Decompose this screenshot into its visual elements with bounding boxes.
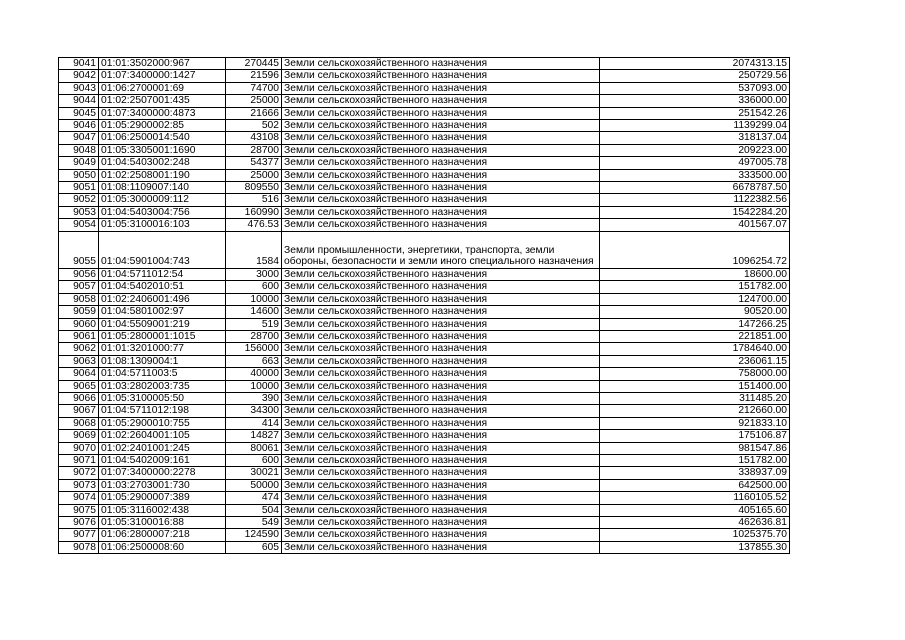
land-category: Земли сельскохозяйственного назначения (282, 417, 600, 429)
cadastral-value: 137855.30 (600, 541, 790, 553)
cadastral-value: 209223.00 (600, 144, 790, 156)
table-row (59, 417, 790, 429)
row-number: 9069 (59, 430, 99, 442)
table-row (59, 182, 790, 194)
land-category: Земли сельскохозяйственного назначения (282, 492, 600, 504)
table-row (59, 368, 790, 380)
row-number: 9056 (59, 268, 99, 280)
plot-area: 28700 (226, 144, 282, 156)
plot-area: 43108 (226, 132, 282, 144)
row-number: 9063 (59, 355, 99, 367)
cadastral-value: 151782.00 (600, 281, 790, 293)
land-category: Земли сельскохозяйственного назначения (282, 454, 600, 466)
land-category: Земли сельскохозяйственного назначения (282, 281, 600, 293)
cadastral-value: 537093.00 (600, 82, 790, 94)
plot-area: 160990 (226, 206, 282, 218)
plot-area: 474 (226, 492, 282, 504)
cadastral-value: 175106.87 (600, 430, 790, 442)
cadastral-number: 01:04:5711012:54 (99, 268, 226, 280)
table-row (59, 194, 790, 206)
table-row (59, 219, 790, 231)
cadastral-value: 921833.10 (600, 417, 790, 429)
land-category: Земли сельскохозяйственного назначения (282, 442, 600, 454)
cadastral-value: 1784640.00 (600, 343, 790, 355)
cadastral-number: 01:05:2900007:389 (99, 492, 226, 504)
land-category: Земли сельскохозяйственного назначения (282, 70, 600, 82)
cadastral-number: 01:08:1309004:1 (99, 355, 226, 367)
plot-area: 516 (226, 194, 282, 206)
cadastral-value: 250729.56 (600, 70, 790, 82)
land-category: Земли сельскохозяйственного назначения (282, 392, 600, 404)
cadastral-number: 01:05:3305001:1690 (99, 144, 226, 156)
table-row (59, 132, 790, 144)
plot-area: 54377 (226, 157, 282, 169)
cadastral-value: 236061.15 (600, 355, 790, 367)
cadastral-value: 462636.81 (600, 517, 790, 529)
cadastral-number: 01:04:5403002:248 (99, 157, 226, 169)
cadastral-value: 1122382.56 (600, 194, 790, 206)
row-number: 9077 (59, 529, 99, 541)
land-category: Земли сельскохозяйственного назначения (282, 182, 600, 194)
cadastral-number: 01:02:2401001:245 (99, 442, 226, 454)
table-row (59, 330, 790, 342)
row-number: 9071 (59, 454, 99, 466)
land-category: Земли сельскохозяйственного назначения (282, 120, 600, 132)
row-number: 9048 (59, 144, 99, 156)
table-row (59, 82, 790, 94)
cadastral-number: 01:04:5711003:5 (99, 368, 226, 380)
cadastral-number: 01:04:5402010:51 (99, 281, 226, 293)
table-row (59, 281, 790, 293)
land-category: Земли сельскохозяйственного назначения (282, 194, 600, 206)
cadastral-value: 401567.07 (600, 219, 790, 231)
land-category: Земли сельскохозяйственного назначения (282, 517, 600, 529)
cadastral-value: 497005.78 (600, 157, 790, 169)
plot-area: 40000 (226, 368, 282, 380)
cadastral-number: 01:05:2900010:755 (99, 417, 226, 429)
row-number: 9052 (59, 194, 99, 206)
table-row (59, 405, 790, 417)
plot-area: 25000 (226, 169, 282, 181)
land-category: Земли сельскохозяйственного назначения (282, 58, 600, 70)
plot-area: 270445 (226, 58, 282, 70)
cadastral-number: 01:06:2700001:69 (99, 82, 226, 94)
cadastral-value: 212660.00 (600, 405, 790, 417)
row-number: 9067 (59, 405, 99, 417)
cadastral-value: 311485.20 (600, 392, 790, 404)
table-row (59, 120, 790, 132)
cadastral-value: 1160105.52 (600, 492, 790, 504)
cadastral-number: 01:01:3502000:967 (99, 58, 226, 70)
land-category: Земли сельскохозяйственного назначения (282, 144, 600, 156)
plot-area: 10000 (226, 380, 282, 392)
cadastral-number: 01:04:5403004:756 (99, 206, 226, 218)
cadastral-value: 333500.00 (600, 169, 790, 181)
land-category: Земли промышленности, энергетики, транспорта, земли обороны, безопасности и земли иного специального назначения (282, 231, 600, 268)
cadastral-value: 2074313.15 (600, 58, 790, 70)
row-number: 9042 (59, 70, 99, 82)
plot-area: 10000 (226, 293, 282, 305)
cadastral-value: 405165.60 (600, 504, 790, 516)
cadastral-value: 336000.00 (600, 95, 790, 107)
land-category: Земли сельскохозяйственного назначения (282, 479, 600, 491)
table-row (59, 306, 790, 318)
cadastral-value: 1542284.20 (600, 206, 790, 218)
table-row (59, 95, 790, 107)
row-number: 9053 (59, 206, 99, 218)
land-category: Земли сельскохозяйственного назначения (282, 293, 600, 305)
table-row (59, 392, 790, 404)
plot-area: 809550 (226, 182, 282, 194)
table-row (59, 467, 790, 479)
row-number: 9051 (59, 182, 99, 194)
row-number: 9064 (59, 368, 99, 380)
plot-area: 600 (226, 281, 282, 293)
row-number: 9070 (59, 442, 99, 454)
cadastral-value: 642500.00 (600, 479, 790, 491)
row-number: 9046 (59, 120, 99, 132)
plot-area: 476.53 (226, 219, 282, 231)
cadastral-number: 01:04:5901004:743 (99, 231, 226, 268)
land-category: Земли сельскохозяйственного назначения (282, 206, 600, 218)
cadastral-value: 981547.86 (600, 442, 790, 454)
plot-area: 600 (226, 454, 282, 466)
plot-area: 80061 (226, 442, 282, 454)
land-category: Земли сельскохозяйственного назначения (282, 306, 600, 318)
cadastral-number: 01:05:3100016:88 (99, 517, 226, 529)
cadastral-value: 1025375.70 (600, 529, 790, 541)
plot-area: 14827 (226, 430, 282, 442)
cadastral-number: 01:03:2802003:735 (99, 380, 226, 392)
row-number: 9065 (59, 380, 99, 392)
table-row (59, 529, 790, 541)
cadastral-value: 151400.00 (600, 380, 790, 392)
plot-area: 1584 (226, 231, 282, 268)
cadastral-number: 01:04:5402009:161 (99, 454, 226, 466)
cadastral-number: 01:08:1109007:140 (99, 182, 226, 194)
cadastral-number: 01:06:2500008:60 (99, 541, 226, 553)
table-row (59, 70, 790, 82)
cadastral-number: 01:05:3100005:50 (99, 392, 226, 404)
table-row (59, 293, 790, 305)
table-row (59, 343, 790, 355)
row-number: 9058 (59, 293, 99, 305)
cadastral-number: 01:06:2800007:218 (99, 529, 226, 541)
plot-area: 156000 (226, 343, 282, 355)
row-number: 9060 (59, 318, 99, 330)
plot-area: 414 (226, 417, 282, 429)
table-row (59, 206, 790, 218)
land-category: Земли сельскохозяйственного назначения (282, 169, 600, 181)
land-category: Земли сельскохозяйственного назначения (282, 219, 600, 231)
row-number: 9062 (59, 343, 99, 355)
plot-area: 390 (226, 392, 282, 404)
row-number: 9057 (59, 281, 99, 293)
plot-area: 663 (226, 355, 282, 367)
table-row (59, 231, 790, 268)
row-number: 9074 (59, 492, 99, 504)
cadastral-number: 01:02:2508001:190 (99, 169, 226, 181)
land-category: Земли сельскохозяйственного назначения (282, 82, 600, 94)
table-row (59, 504, 790, 516)
row-number: 9078 (59, 541, 99, 553)
row-number: 9076 (59, 517, 99, 529)
plot-area: 605 (226, 541, 282, 553)
plot-area: 502 (226, 120, 282, 132)
land-category: Земли сельскохозяйственного назначения (282, 430, 600, 442)
land-category: Земли сельскохозяйственного назначения (282, 95, 600, 107)
row-number: 9043 (59, 82, 99, 94)
row-number: 9049 (59, 157, 99, 169)
plot-area: 14600 (226, 306, 282, 318)
table-row (59, 268, 790, 280)
land-category: Земли сельскохозяйственного назначения (282, 132, 600, 144)
table-row (59, 380, 790, 392)
plot-area: 28700 (226, 330, 282, 342)
plot-area: 519 (226, 318, 282, 330)
cadastral-value: 1139299.04 (600, 120, 790, 132)
cadastral-number: 01:05:2900002:85 (99, 120, 226, 132)
row-number: 9045 (59, 107, 99, 119)
plot-area: 504 (226, 504, 282, 516)
plot-area: 30021 (226, 467, 282, 479)
row-number: 9075 (59, 504, 99, 516)
cadastral-value: 147266.25 (600, 318, 790, 330)
cadastral-number: 01:02:2604001:105 (99, 430, 226, 442)
table-row (59, 492, 790, 504)
table-row (59, 517, 790, 529)
table-row (59, 479, 790, 491)
cadastral-value: 758000.00 (600, 368, 790, 380)
plot-area: 549 (226, 517, 282, 529)
plot-area: 21666 (226, 107, 282, 119)
land-category: Земли сельскохозяйственного назначения (282, 343, 600, 355)
cadastral-value: 124700.00 (600, 293, 790, 305)
land-category: Земли сельскохозяйственного назначения (282, 355, 600, 367)
table-row (59, 430, 790, 442)
table-row (59, 144, 790, 156)
cadastral-number: 01:03:2703001:730 (99, 479, 226, 491)
table-row (59, 157, 790, 169)
cadastral-value: 338937.09 (600, 467, 790, 479)
row-number: 9066 (59, 392, 99, 404)
plot-area: 21596 (226, 70, 282, 82)
land-category: Земли сельскохозяйственного назначения (282, 107, 600, 119)
plot-area: 124590 (226, 529, 282, 541)
row-number: 9059 (59, 306, 99, 318)
plot-area: 34300 (226, 405, 282, 417)
land-category: Земли сельскохозяйственного назначения (282, 268, 600, 280)
cadastral-value: 318137.04 (600, 132, 790, 144)
cadastral-number: 01:07:3400000:4873 (99, 107, 226, 119)
table-row (59, 58, 790, 70)
cadastral-number: 01:04:5509001:219 (99, 318, 226, 330)
row-number: 9054 (59, 219, 99, 231)
row-number: 9041 (59, 58, 99, 70)
land-category: Земли сельскохозяйственного назначения (282, 368, 600, 380)
cadastral-number: 01:05:3116002:438 (99, 504, 226, 516)
plot-area: 3000 (226, 268, 282, 280)
table-body (59, 58, 790, 554)
land-category: Земли сельскохозяйственного назначения (282, 318, 600, 330)
land-category: Земли сельскохозяйственного назначения (282, 529, 600, 541)
row-number: 9072 (59, 467, 99, 479)
cadastral-number: 01:01:3201000:77 (99, 343, 226, 355)
cadastral-value: 18600.00 (600, 268, 790, 280)
cadastral-value: 221851.00 (600, 330, 790, 342)
table-row (59, 454, 790, 466)
table-row (59, 355, 790, 367)
row-number: 9055 (59, 231, 99, 268)
cadastral-number: 01:05:3000009:112 (99, 194, 226, 206)
cadastral-value: 1096254.72 (600, 231, 790, 268)
land-category: Земли сельскохозяйственного назначения (282, 405, 600, 417)
cadastral-value: 251542.26 (600, 107, 790, 119)
plot-area: 50000 (226, 479, 282, 491)
row-number: 9047 (59, 132, 99, 144)
land-category: Земли сельскохозяйственного назначения (282, 330, 600, 342)
row-number: 9050 (59, 169, 99, 181)
row-number: 9044 (59, 95, 99, 107)
cadastral-number: 01:02:2507001:435 (99, 95, 226, 107)
cadastral-number: 01:07:3400000:2278 (99, 467, 226, 479)
cadastral-number: 01:05:3100016:103 (99, 219, 226, 231)
land-registry-table (58, 57, 790, 554)
plot-area: 25000 (226, 95, 282, 107)
table-row (59, 169, 790, 181)
cadastral-number: 01:04:5801002:97 (99, 306, 226, 318)
cadastral-number: 01:02:2406001:496 (99, 293, 226, 305)
cadastral-number: 01:05:2800001:1015 (99, 330, 226, 342)
cadastral-number: 01:06:2500014:540 (99, 132, 226, 144)
land-category: Земли сельскохозяйственного назначения (282, 467, 600, 479)
plot-area: 74700 (226, 82, 282, 94)
cadastral-value: 151782.00 (600, 454, 790, 466)
table-row (59, 107, 790, 119)
row-number: 9061 (59, 330, 99, 342)
row-number: 9068 (59, 417, 99, 429)
cadastral-value: 90520.00 (600, 306, 790, 318)
table-row (59, 541, 790, 553)
cadastral-value: 6678787.50 (600, 182, 790, 194)
table-row (59, 442, 790, 454)
land-category: Земли сельскохозяйственного назначения (282, 541, 600, 553)
table-row (59, 318, 790, 330)
cadastral-number: 01:04:5711012:198 (99, 405, 226, 417)
row-number: 9073 (59, 479, 99, 491)
land-category: Земли сельскохозяйственного назначения (282, 380, 600, 392)
land-category: Земли сельскохозяйственного назначения (282, 157, 600, 169)
cadastral-number: 01:07:3400000:1427 (99, 70, 226, 82)
land-category: Земли сельскохозяйственного назначения (282, 504, 600, 516)
